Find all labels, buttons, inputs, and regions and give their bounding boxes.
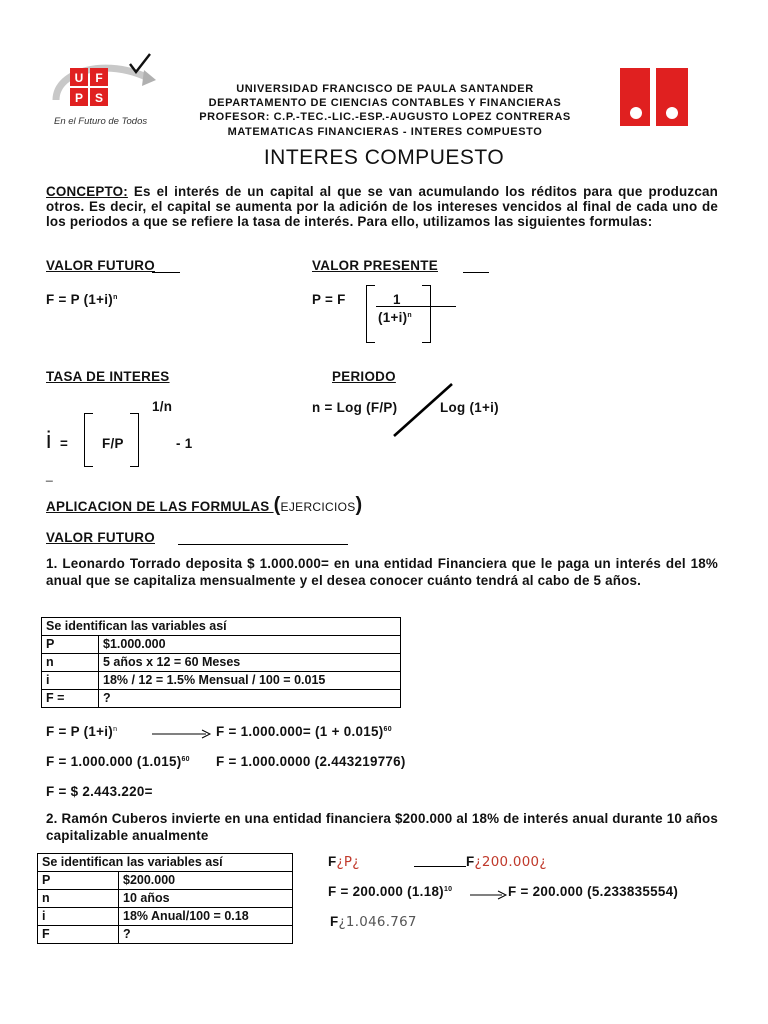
tasa-exponent: 1/n <box>152 399 173 414</box>
table-row: n 10 años <box>38 890 293 908</box>
vp-lhs: P = F <box>312 292 346 307</box>
tasa-bracket-left <box>84 413 93 467</box>
header-block <box>150 82 620 139</box>
ex1-result: F = $ 2.443.220= <box>46 784 153 799</box>
table-header: Se identifican las variables así <box>38 854 293 872</box>
table-row: i 18% / 12 = 1.5% Mensual / 100 = 0.015 <box>42 672 401 690</box>
tasa-i: i <box>46 427 52 454</box>
vf-formula: F = P $(1+i)^n$ <box>46 292 118 307</box>
arrow-icon <box>152 728 212 740</box>
tasa-bracket-right <box>130 413 139 467</box>
tasa-dash: _ <box>46 468 53 482</box>
ex2-calc-line1b: F¿200.000¿ <box>466 854 547 870</box>
vf-section-underline <box>178 544 348 545</box>
ex1-calc-line2a: F = 1.000.000 $(1.015)^{60}$ <box>46 754 190 769</box>
tasa-inner: F/P <box>102 436 124 451</box>
periodo-denominator: Log (1+i) <box>440 400 499 415</box>
exercise-1-text: 1. Leonardo Torrado deposita $ 1.000.000= en una entidad Financiera que le paga un interés del 18% anual que se capitaliza mensualmente y el desea conocer cuánto tendrá al cabo de 5 años. <box>46 556 718 588</box>
table-row: F ? <box>38 926 293 944</box>
exercise-2-text: 2. Ramón Cuberos invierte en una entidad financiera $200.000 al 18% de interés anual durante 10 años capitalizable anualmente <box>46 811 718 843</box>
ex2-calc-line2b: F = 200.000 (5.233835554) <box>508 884 679 899</box>
table-row: n 5 años x 12 = 60 Meses <box>42 654 401 672</box>
tasa-minus-one: - 1 <box>176 436 193 451</box>
faculty-logo-icon <box>620 68 688 126</box>
table-row: P $200.000 <box>38 872 293 890</box>
concept-paragraph <box>46 184 718 230</box>
header-department: DEPARTAMENTO DE CIENCIAS CONTABLES Y FINANCIERAS <box>208 97 562 110</box>
vp-label: VALOR PRESENTE <box>312 258 438 273</box>
ex1-calc-line1b: $F = 1.000.000= (1 + 0.015)^{60}$ <box>216 724 392 739</box>
vp-underline <box>463 272 489 273</box>
concept-label: CONCEPTO: <box>46 184 128 199</box>
concept-text: Es el interés de un capital al que se van acumulando los réditos para que produzcan otros. Es decir, el capital se aumenta por la adición de los intereses vencidos al final de cada uno de los periodos a que se refiere la tasa de interés. Para ello, utilizamos las siguientes formulas: <box>46 184 718 230</box>
ex1-calc-line2b: F = 1.000.0000 (2.443219776) <box>216 754 406 769</box>
periodo-label: PERIODO <box>332 369 396 384</box>
logo-slogan: En el Futuro de Todos <box>54 116 148 127</box>
aplicacion-heading: APLICACION DE LAS FORMULAS (EJERCICIOS) <box>46 494 363 516</box>
vp-denominator: $(1+i)^n$ <box>378 310 412 325</box>
arrow-icon <box>470 889 510 901</box>
vf-section-heading: VALOR FUTURO <box>46 530 155 545</box>
tasa-equals: = <box>60 436 69 451</box>
table-header: Se identifican las variables así <box>42 618 401 636</box>
university-logo <box>48 52 160 132</box>
vp-fraction-line <box>376 306 456 307</box>
header-university: UNIVERSIDAD FRANCISCO DE PAULA SANTANDER <box>236 83 534 95</box>
vp-numerator: 1 <box>393 292 401 307</box>
svg-text:S: S <box>94 91 104 105</box>
svg-text:F: F <box>95 71 103 85</box>
ex2-calc-line1a: F¿P¿ <box>328 854 360 870</box>
page-title: INTERES COMPUESTO <box>263 146 505 169</box>
ex2-calc-line2a: F = 200.000 $(1.18)^{10}$ <box>328 884 453 899</box>
svg-text:P: P <box>74 91 84 105</box>
table-row: P $1.000.000 <box>42 636 401 654</box>
ex2-result: F¿1.046.767 <box>330 914 417 930</box>
table-row: i 18% Anual/100 = 0.18 <box>38 908 293 926</box>
header-professor: PROFESOR: C.P.-TEC.-LIC.-ESP.-AUGUSTO LOPEZ CONTRERAS <box>199 111 571 124</box>
faculty-logo <box>620 68 688 126</box>
ex1-calc-line1a: F = P $(1+i)^n$ <box>46 724 118 739</box>
periodo-formula: n = Log (F/P) <box>312 400 398 415</box>
ex2-connector-line <box>414 866 466 867</box>
vf-underline <box>152 272 180 273</box>
table-row: F = ? <box>42 690 401 708</box>
vf-label: VALOR FUTURO <box>46 258 155 273</box>
vp-bracket-right <box>422 285 431 343</box>
exercise-2-table <box>37 853 293 944</box>
vp-bracket-left <box>366 285 375 343</box>
svg-text:U: U <box>74 71 84 85</box>
header-course: MATEMATICAS FINANCIERAS - INTERES COMPUESTO <box>227 125 543 138</box>
periodo-division-slash <box>390 380 460 440</box>
exercise-1-table <box>41 617 401 708</box>
tasa-label: TASA DE INTERES <box>46 369 170 384</box>
